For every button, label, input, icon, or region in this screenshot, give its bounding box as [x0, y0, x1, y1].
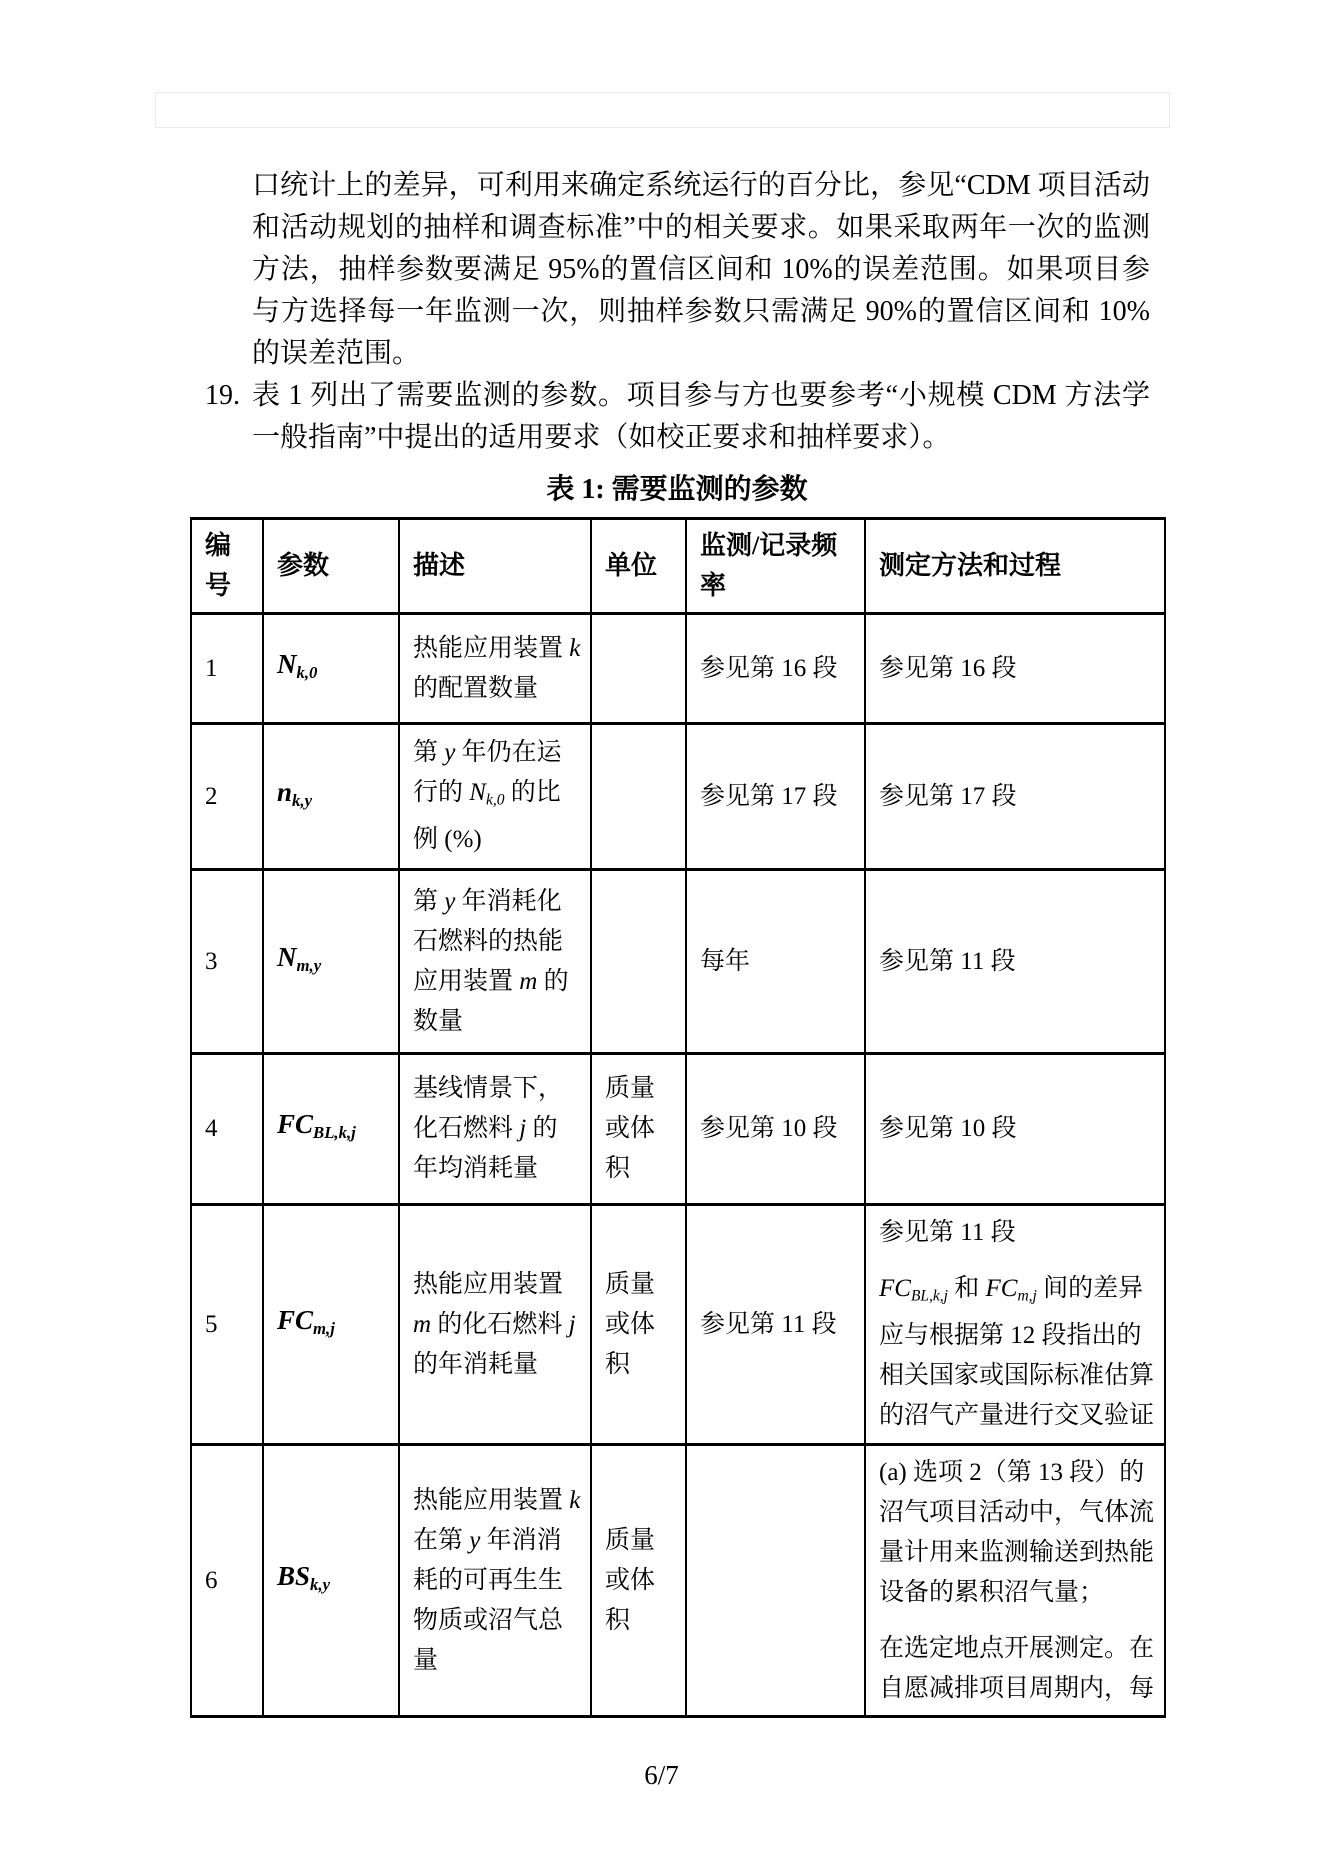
unit-cell: [591, 1205, 686, 1445]
cell-paragraph: 每年: [700, 947, 751, 975]
paragraph-item-19: [205, 375, 1150, 459]
cell-paragraph: 参见第 17 段: [879, 782, 1017, 810]
column-header: 编号: [191, 519, 263, 614]
monitoring-parameters-table: [190, 517, 1166, 1718]
description-cell: [399, 724, 591, 870]
table-head: [191, 519, 1165, 614]
table-row: [191, 870, 1165, 1054]
unit-cell: [591, 1054, 686, 1205]
table-title: 表 1: 需要监测的参数: [546, 474, 808, 505]
method-cell: [865, 1054, 1165, 1205]
cell-paragraph: 第 y 年仍在运行的 $N_{k,0}$ 的比例 (%): [413, 738, 562, 854]
column-header: 测定方法和过程: [865, 519, 1165, 614]
item-19-number: 19.: [205, 380, 240, 411]
cell-paragraph: $FC_{BL,k,j}$ 和 $FC_{m,j}$ 间的差异应与根据第 12 段指出的相关国家或国际标准估算的沼气产量进行交叉验证: [879, 1274, 1155, 1430]
column-header: 监测/记录频率: [686, 519, 865, 614]
description-cell: [399, 870, 591, 1054]
column-header: 参数: [263, 519, 399, 614]
column-header: 描述: [399, 519, 591, 614]
frequency-cell: [686, 1205, 865, 1445]
table-row: [191, 1054, 1165, 1205]
parameter-cell: $FC_{BL,k,j}$: [263, 1054, 399, 1205]
frequency-cell: [686, 870, 865, 1054]
parameter-cell: $N_{k,0}$: [263, 614, 399, 724]
frequency-cell: [686, 724, 865, 870]
frequency-cell: [686, 1054, 865, 1205]
table-header-row: [191, 519, 1165, 614]
method-cell: [865, 724, 1165, 870]
page-number: 6/7: [644, 1760, 679, 1790]
cell-paragraph: 参见第 11 段: [879, 947, 1016, 975]
cell-paragraph: 参见第 11 段: [700, 1310, 837, 1338]
cell-paragraph: 热能应用装置 k 在第 y 年消消耗的可再生生物质或沼气总量: [413, 1486, 581, 1674]
cell-paragraph: 基线情景下，化石燃料 j 的年均消耗量: [413, 1075, 564, 1182]
parameter-cell: $BS_{k,y}$: [263, 1445, 399, 1717]
table-row: [191, 724, 1165, 870]
cell-paragraph: 参见第 10 段: [700, 1115, 838, 1142]
cell-paragraph: 参见第 17 段: [700, 782, 838, 810]
frequency-cell: [686, 1445, 865, 1717]
method-cell: [865, 1445, 1165, 1717]
item-19-text: 表 1 列出了需要监测的参数。项目参与方也要参考“小规模 CDM 方法学一般指南”中提出的适用要求（如校正要求和抽样要求）。: [252, 380, 1150, 453]
cell-paragraph: 质量或体积: [605, 1075, 656, 1182]
cell-paragraph: 质量或体积: [605, 1526, 656, 1634]
row-number-cell: 4: [191, 1054, 263, 1205]
cell-paragraph: 质量或体积: [605, 1270, 656, 1378]
header-placeholder-box: [155, 92, 1170, 128]
unit-cell: [591, 614, 686, 724]
row-number-cell: 2: [191, 724, 263, 870]
description-cell: [399, 1054, 591, 1205]
table-row: [191, 1445, 1165, 1717]
cell-paragraph: (a) 选项 2（第 13 段）的沼气项目活动中，气体流量计用来监测输送到热能设备的累积沼气量；: [879, 1458, 1155, 1606]
cell-paragraph: 在选定地点开展测定。在自愿减排项目周期内，每: [879, 1634, 1155, 1702]
row-number-cell: 5: [191, 1205, 263, 1445]
cell-paragraph: 参见第 11 段: [879, 1218, 1016, 1246]
cell-paragraph: 第 y 年消耗化石燃料的热能应用装置 m 的数量: [413, 887, 569, 1035]
cell-paragraph: 热能应用装置 m 的化石燃料 j 的年消耗量: [413, 1270, 576, 1378]
table-row: [191, 614, 1165, 724]
table-row: [191, 1205, 1165, 1445]
cell-paragraph: 参见第 10 段: [879, 1115, 1017, 1142]
column-header: 单位: [591, 519, 686, 614]
unit-cell: [591, 724, 686, 870]
cell-paragraph: 参见第 16 段: [700, 654, 838, 682]
paragraph-continuation: 口统计上的差异，可利用来确定系统运行的百分比，参见“CDM 项目活动和活动规划的抽样和调查标准”中的相关要求。如果采取两年一次的监测方法，抽样参数要满足 95%的置信区间和 10%的误差范围。如果项目参与方选择每一年监测一次，则抽样参数只需满足 90%的置信区间和 10%的误差范围。: [252, 170, 1150, 369]
description-cell: [399, 614, 591, 724]
description-cell: [399, 1445, 591, 1717]
cell-paragraph: 参见第 16 段: [879, 654, 1017, 682]
method-cell: [865, 1205, 1165, 1445]
parameter-cell: $n_{k,y}$: [263, 724, 399, 870]
method-cell: [865, 614, 1165, 724]
table-body: [191, 614, 1165, 1717]
description-cell: [399, 1205, 591, 1445]
cell-paragraph: 热能应用装置 k 的配置数量: [413, 634, 581, 702]
method-cell: [865, 870, 1165, 1054]
row-number-cell: 6: [191, 1445, 263, 1717]
unit-cell: [591, 1445, 686, 1717]
row-number-cell: 1: [191, 614, 263, 724]
parameter-cell: $FC_{m,j}$: [263, 1205, 399, 1445]
unit-cell: [591, 870, 686, 1054]
frequency-cell: [686, 614, 865, 724]
row-number-cell: 3: [191, 870, 263, 1054]
parameter-cell: $N_{m,y}$: [263, 870, 399, 1054]
